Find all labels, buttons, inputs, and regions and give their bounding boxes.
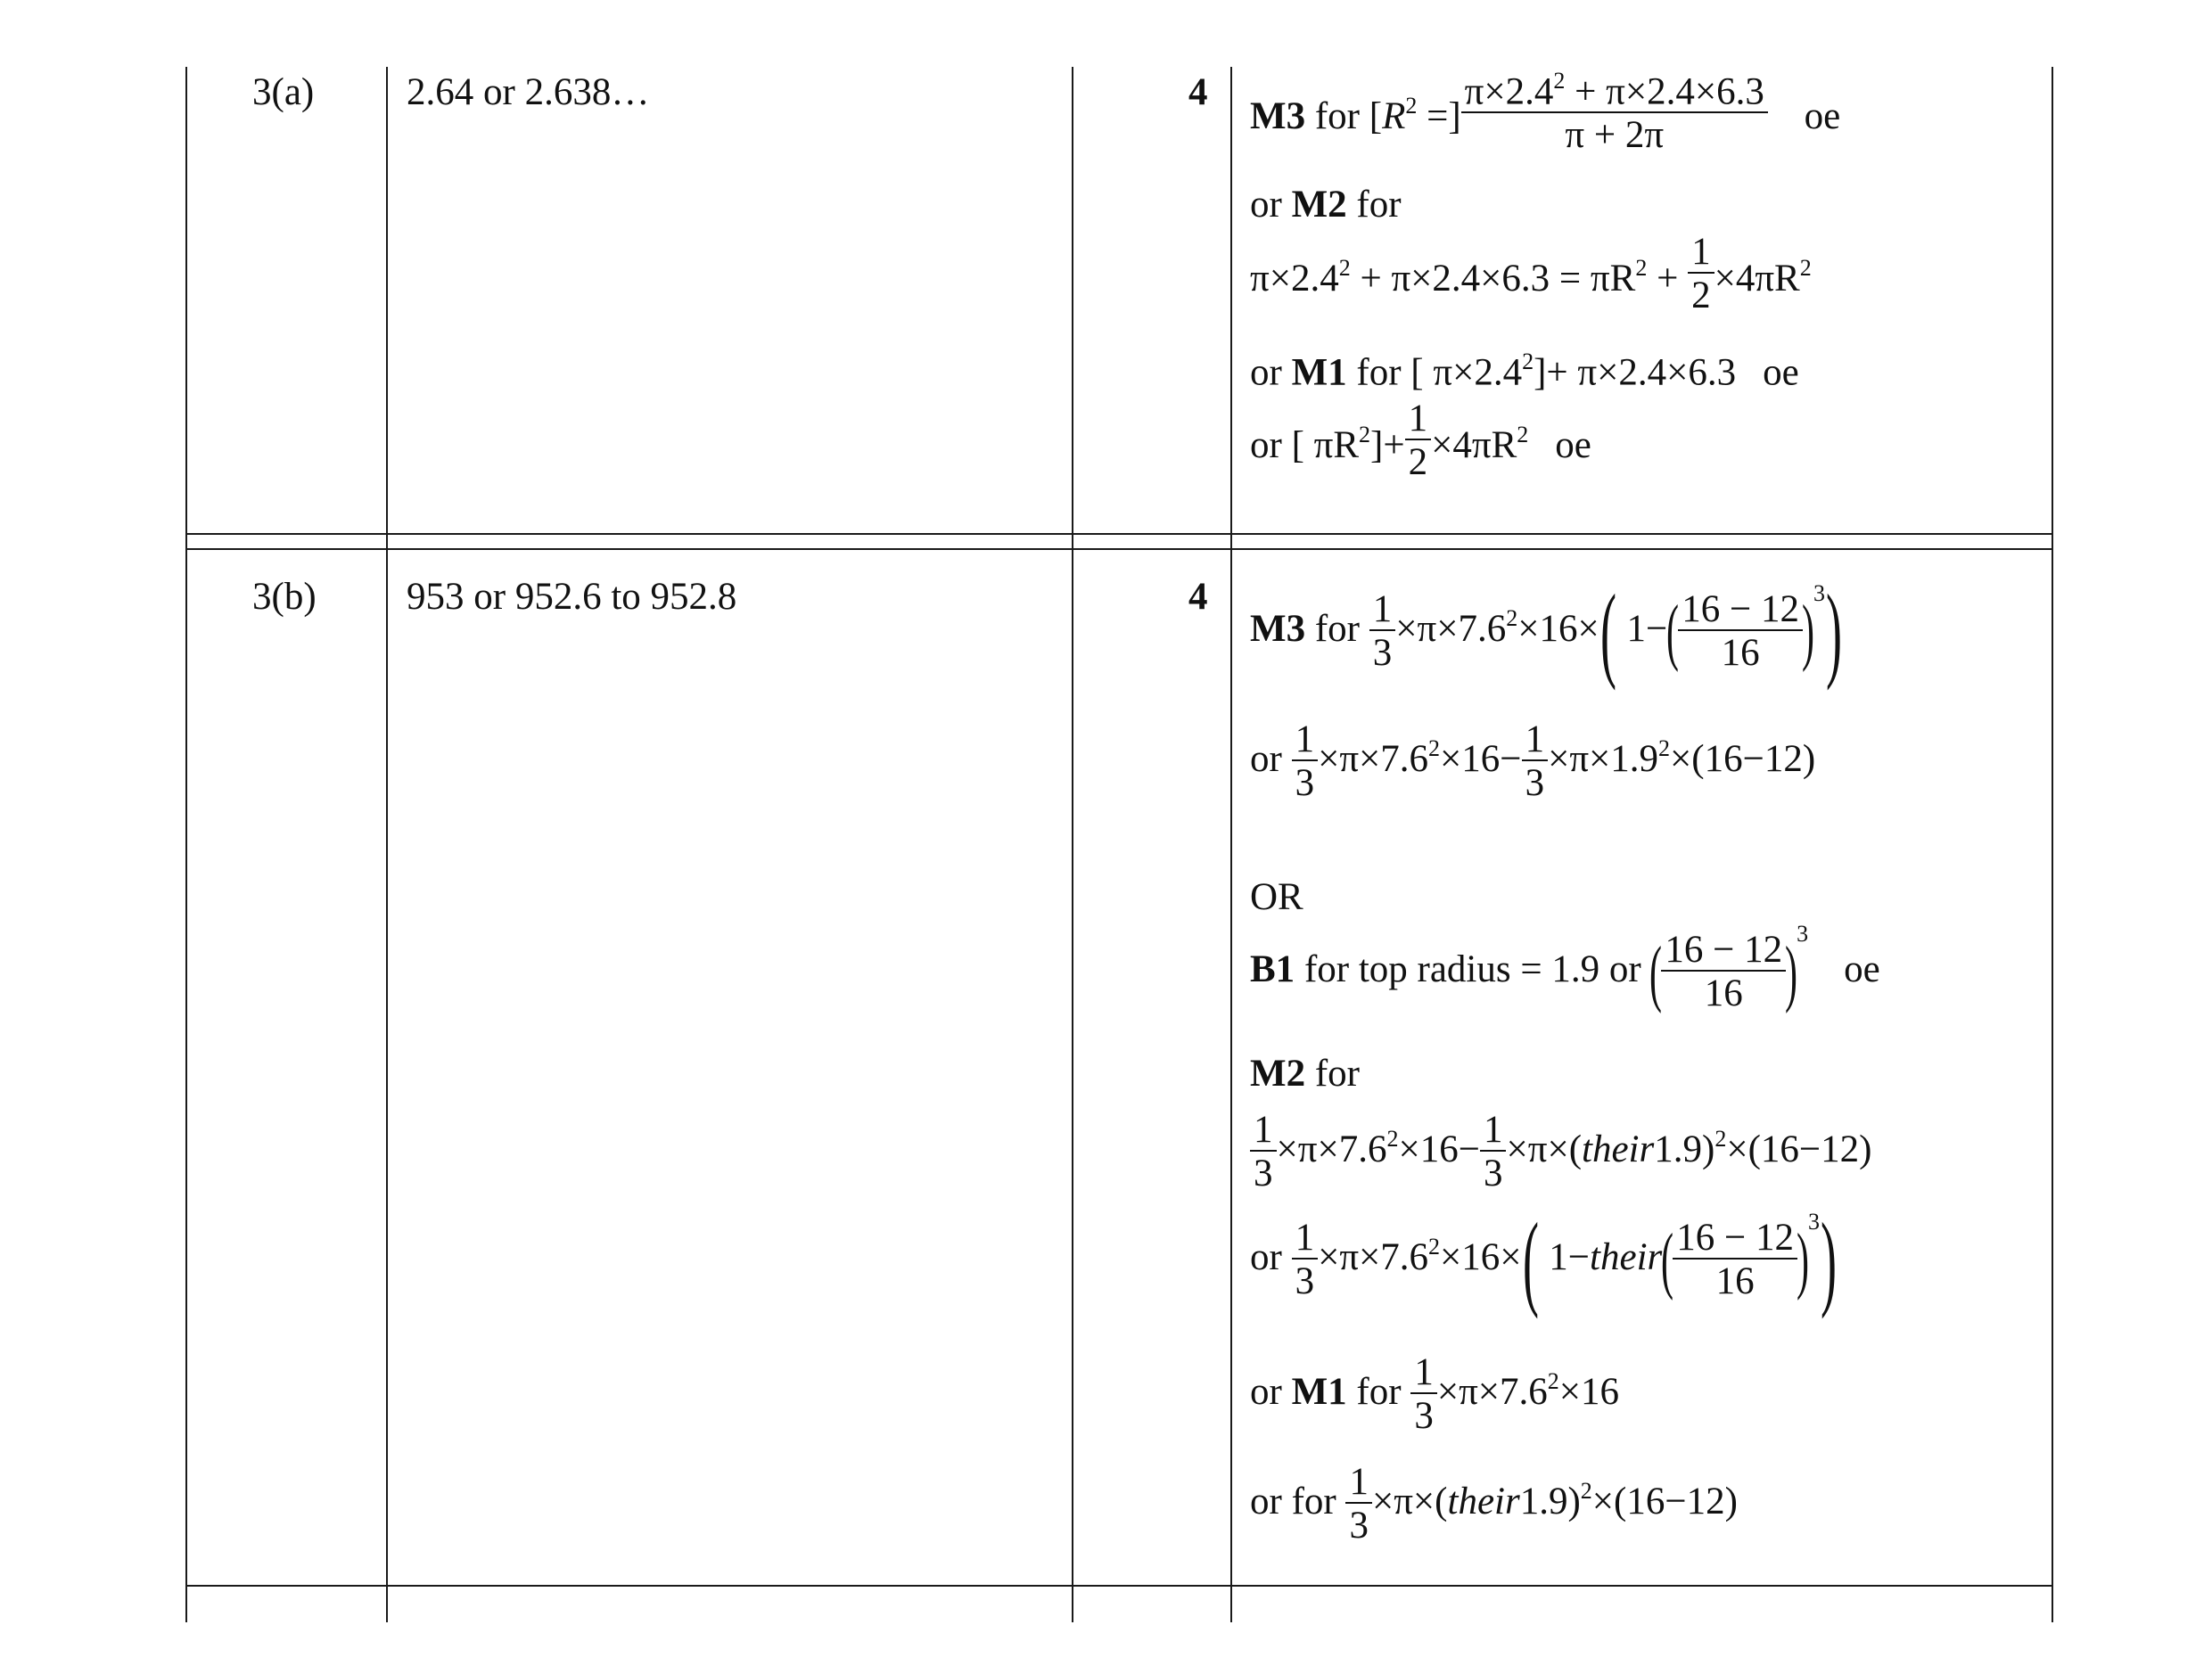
guidance-line: M3 for [$R^2$ =] $\frac{\pi\times 2.4^2 + \pi\times 2.4\times 6.3}{\pi + 2\pi}$ oe xyxy=(1250,68,1841,157)
row-separator-bottom xyxy=(185,548,2053,550)
guidance-line: B1 for top radius = 1.9 or ( $\frac{16 - 12}{16}$ )$^3$oe xyxy=(1250,920,1880,1015)
fraction: $\frac{1}{3}$ xyxy=(1250,1110,1277,1196)
fraction: $\frac{1}{3}$ xyxy=(1522,719,1549,806)
fraction: $\frac{16 - 12}{16}$ xyxy=(1661,930,1786,1016)
col-border-marks xyxy=(1230,67,1232,1622)
row-separator-top xyxy=(185,533,2053,535)
fraction: $\frac{1}{3}$ xyxy=(1292,719,1319,806)
fraction: $\frac{1}{3}$ xyxy=(1292,1218,1319,1304)
fraction: $\frac{16 - 12}{16}$ xyxy=(1678,589,1803,676)
guidance-line: or [ $\pi R^2]+$ $\frac{1}{2}$ $\times 4\pi R^2$ oe xyxy=(1250,398,1591,484)
fraction: $\frac{1}{3}$ xyxy=(1480,1110,1507,1196)
fraction: $\frac{1}{3}$ xyxy=(1369,589,1396,676)
guidance-line: or $\frac{1}{3}$ $\times\pi\times 7.6^2\times 16-$ $\frac{1}{3}$ $\times\pi\times 1.9^2\times(16-12)$ xyxy=(1250,718,1816,805)
guidance-line: or M1 for [ $\pi\times 2.4^2]+ \pi\times 2.4\times 6.3$ oe xyxy=(1250,349,1799,394)
guidance-line: or M1 for $\frac{1}{3}$ $\times\pi\times 7.6^2\times 16$ xyxy=(1250,1351,1620,1438)
fraction: $\frac{1}{3}$ xyxy=(1410,1352,1437,1439)
guidance-line: or M2 for xyxy=(1250,184,1402,226)
row-end-line xyxy=(185,1585,2053,1587)
guidance-line: M3 for $\frac{1}{3}$ $\times\pi\times 7.6^2\times 16\times$( 1−( $\frac{16 - 12}{16}$ )$^3$) xyxy=(1250,572,1842,691)
question-number: 3(a) xyxy=(252,71,315,113)
col-border-answer xyxy=(1072,67,1073,1622)
fraction: $\frac{1}{3}$ xyxy=(1345,1462,1372,1548)
answer-text: 953 or 952.6 to 952.8 xyxy=(407,576,737,618)
fraction: $\frac{16 - 12}{16}$ xyxy=(1673,1218,1797,1304)
marks-value: 4 xyxy=(1188,71,1208,113)
answer-text: 2.64 or 2.638… xyxy=(407,71,650,113)
guidance-line: $\pi\times 2.4^2 + \pi\times 2.4\times 6.3 = \pi R^2$ + $\frac{1}{2}$ $\times 4\pi R^2$ xyxy=(1250,231,1812,317)
fraction: $\frac{\pi\times 2.4^2 + \pi\times 2.4\times 6.3}{\pi + 2\pi}$ xyxy=(1461,70,1768,158)
question-number: 3(b) xyxy=(252,576,317,618)
guidance-line: $\frac{1}{3}$ $\times\pi\times 7.6^2\times 16-$ $\frac{1}{3}$ ×π×(their1.9)$^2$×(16−12) xyxy=(1250,1110,1871,1196)
col-border-right xyxy=(2052,67,2053,1622)
guidance-line: OR xyxy=(1250,876,1303,918)
guidance-line: or for $\frac{1}{3}$ ×π×(their1.9)$^2$×(16−12) xyxy=(1250,1461,1738,1547)
guidance-line: M2 for xyxy=(1250,1053,1360,1095)
marks-value: 4 xyxy=(1188,576,1208,618)
fraction: $\frac{1}{2}$ xyxy=(1405,398,1432,485)
col-border-left xyxy=(185,67,187,1622)
guidance-line: or $\frac{1}{3}$ $\times\pi\times 7.6^2\times 16\times$( 1−their( $\frac{16 - 12}{16}$ )$^3$) xyxy=(1250,1201,1837,1319)
fraction: $\frac{1}{2}$ xyxy=(1688,232,1715,318)
col-border-question xyxy=(386,67,388,1622)
